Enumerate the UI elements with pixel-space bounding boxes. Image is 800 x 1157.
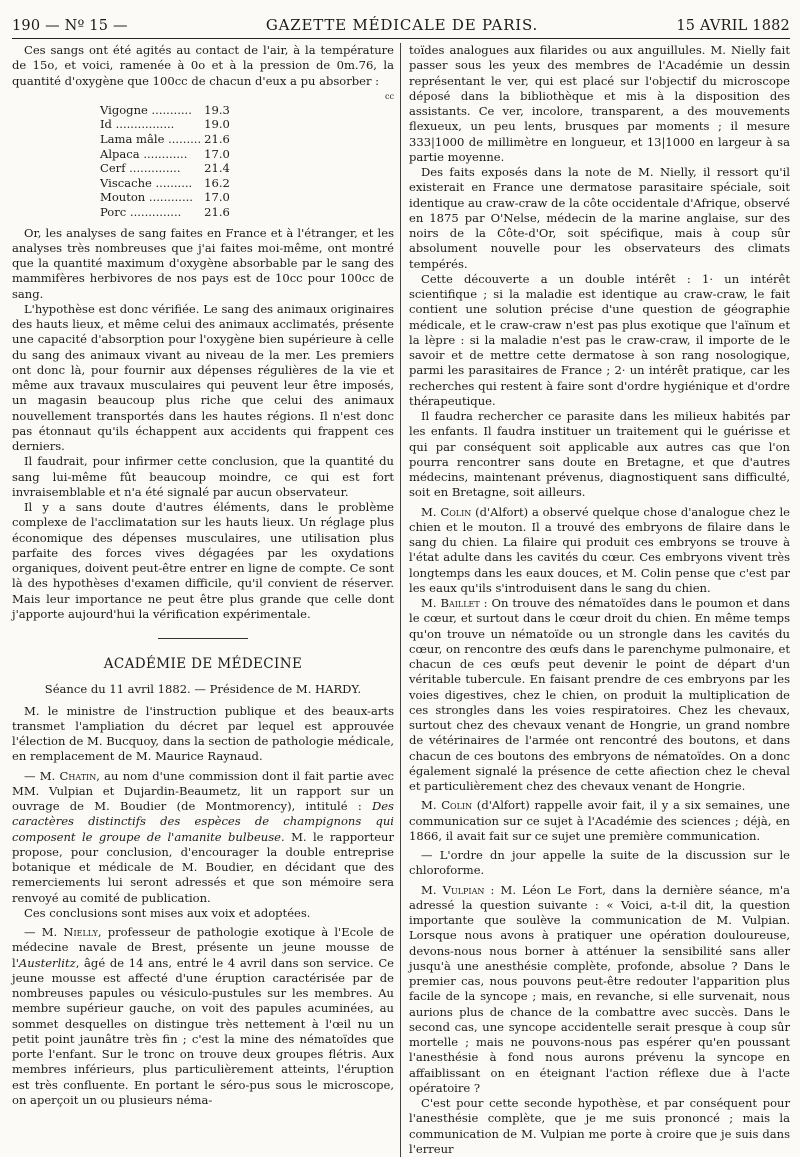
session-line: Séance du 11 avril 1882. — Présidence de M. HARDY. — [44, 682, 362, 697]
table-row — [100, 205, 230, 220]
animal-name: Vigogne ........... — [100, 102, 192, 117]
speaker-name: Colin — [441, 798, 473, 813]
speaker-name: Colin — [440, 504, 472, 519]
table-row — [100, 176, 230, 191]
paragraph: Il faudrait, pour infirmer cette conclusion, que la quantité du sang lui-même fût beaucoup moindre, ce qui est fort invraisemblable et n'a été signalé par aucun observateur. — [12, 454, 394, 499]
paragraph: M. Colin (d'Alfort) a observé quelque chose d'analogue chez le chien et le mouton. Il a trouvé des embryons de filaire dans le sang du chien. La filaire qui produit ces embryons se trouve à l'état adulte dans les cavités du cœur. Ces embryons vivent très longtemps dans les eaux douces, et M. Colin pense que c'est par les eaux qu'ils s'introduisent dans le sang du chien. — [409, 504, 790, 595]
table-row — [100, 190, 230, 205]
oxygen-value: 21.6 — [204, 131, 230, 146]
oxygen-value: 16.2 — [204, 175, 230, 190]
table-row — [100, 132, 230, 147]
paragraph: L'hypothèse est donc vérifiée. Le sang des animaux originaires des hauts lieux, et même celui des animaux acclimatés, présente une capacité d'absorption pour l'oxygène bien supérieure à celle du sang des animaux vivant au niveau de la mer. Les premiers ont donc là, pour fournir aux dépenses régulières de la vie et même aux travaux musculaires qui peuvent leur être imposés, un magasin beaucoup plus riche que celui des animaux nouvellement transportés dans les hautes régions. Il n'est donc pas étonnaut qu'ils échappent aux accidents qui frappent ces derniers. — [12, 301, 394, 453]
speaker-name: Vulpian — [442, 882, 485, 897]
animal-name: Mouton ............ — [100, 190, 193, 205]
animal-name: Alpaca ............ — [100, 146, 188, 161]
paragraph: — M. Chatin, au nom d'une commission dont il fait partie avec MM. Vulpian et Dujardin-Beaumetz, lit un rapport sur un ouvrage de M. Boudier (de Montmorency), intitulé : Des caractères distinctifs des espèces de champignons qui composent le groupe de l'amanite bulbeuse. M. le rapporteur propose, pour conclusion, d'encourager la double entreprise botanique et médicale de M. Boudier, en décidant que des remerciements lui seront adressés et que son mémoire sera renvoyé au comité de publication. — [12, 768, 395, 905]
speaker-name: Baillet — [440, 596, 480, 610]
paragraph: — M. Nielly, professeur de pathologie exotique à l'Ecole de médecine navale de Brest, présente un jeune mousse de l'Austerlitz, âgé de 14 ans, entré le 4 avril dans son service. Ce jeune mousse est affecté d'une éruption caractérisée par de nombreuses papules ou vésiculo-pustules sur les membres. Au membre supérieur gauche, on voit des papules acuminées, au sommet desquelles on distingue très nettement à l'œil nu un petit point jaunâtre très fin ; c'est la mine des nématoïdes que porte l'enfant. Sur le tronc on trouve deux groupes flétris. Aux membres inférieurs, plus particulièrement atteints, l'éruption est très confluente. En portant le séro-pus sous le microscope, on aperçoit un ou plusieurs néma- — [12, 925, 394, 1107]
paragraph: Or, les analyses de sang faites en France et à l'étranger, et les analyses très nombreuses que j'ai faites moi-même, ont montré que la quantité maximum d'oxygène absorbable par le sang des mammifères herbivores de nos pays est de 10cc pour 100cc de sang. — [12, 225, 394, 301]
right-column — [400, 43, 790, 1157]
paragraph: Ces sangs ont été agités au contact de l'air, à la température de 15o, et voici, ramenée à 0o et à la pression de 0m.76, la quantité d'oxygène que 100cc de chacun d'eux a pu absorber : — [12, 43, 394, 88]
paragraph: Il y a sans doute d'autres éléments, dans le problème complexe de l'acclimatation sur les hauts lieux. Un réglage plus économique des dépenses musculaires, une utilisation plus parfaite des forces vives dégagées par les oxydations organiques, doivent peut-être entrer en ligne de compte. Ce sont là des hypothèses d'examen difficile, qu'il convient de réserver. Mais leur importance ne peut être plus grande que celle dont j'apporte aujourd'hui la vérification expérimentale. — [12, 500, 394, 621]
paragraph: M. Colin (d'Alfort) rappelle avoir fait, il y a six semaines, une communication sur ce sujet à l'Académie des sciences ; déjà, en 1866, il avait fait sur ce sujet une première communication. — [409, 798, 791, 843]
paragraph: Des faits exposés dans la note de M. Nielly, il ressort qu'il existerait en France une dermatose parasitaire spéciale, soit identique au craw-craw de la côte occidentale d'Afrique, observé en 1875 par O'Nelse, médecin de la marine anglaise, sur des noirs de la Côte-d'Or, soit spécifique, mais à coup sûr absolument nouvelle pour les observateurs des climats tempérés. — [409, 165, 790, 271]
unit-label: cc — [385, 91, 394, 101]
oxygen-table — [100, 103, 230, 220]
oxygen-value: 17.0 — [204, 146, 230, 161]
section-divider — [158, 638, 248, 639]
oxygen-value: 21.6 — [204, 204, 230, 219]
table-row — [100, 161, 230, 176]
columns — [12, 43, 790, 1157]
paragraph: M. Vulpian : M. Léon Le Fort, dans la dernière séance, m'a adressé la question suivante : « Voici, a-t-il dit, la question importante que soulève la communication de M. Vulpian. Lorsque nous avons à pratiquer une opération douloureuse, devons-nous nous borner à atténuer la sensibilité sans aller jusqu'à une anesthésie complète, profonde, absolue ? Dans le premier cas, nous pouvons peut-être redouter l'apparition plus facile de la syncope ; mais, en revanche, si elle survenait, nous aurions plus de chance de la combattre avec succès. Dans le second cas, une syncope accidentelle serait presque à coup sûr mortelle ; mais ne pouvons-nous pas espérer qu'en poussant l'anesthésie à fond nous aurons prévenu la syncope en affaiblissant on en éteignant l'action réflexe due à l'acte opératoire ? — [409, 882, 790, 1095]
table-row — [100, 117, 230, 132]
animal-name: Cerf .............. — [100, 161, 181, 176]
paragraph: Il faudra rechercher ce parasite dans les milieux habités par les enfants. Il faudra instituer un traitement qui le guérisse et qui par conséquent soit applicable aux autres cas que l'on pourra rencontrer sans doute en Bretagne, et que d'autres médecins, maintenant prévenus, diagnostiquent sans difficulté, soit en Bretagne, soit ailleurs. — [409, 409, 790, 500]
oxygen-value: 19.3 — [204, 102, 230, 117]
animal-name: Viscache .......... — [100, 175, 193, 190]
table-row — [100, 103, 230, 118]
animal-name: Porc .............. — [100, 204, 182, 219]
oxygen-value: 19.0 — [204, 117, 230, 132]
paragraph: M. Baillet : On trouve des nématoïdes dans le poumon et dans le cœur, et surtout dans le cœur droit du chien. En même temps qu'on trouve un nématoïde ou un strongle dans les cavités du cœur, on rencontre des œufs dans le parenchyme pulmonaire, et chacun de ces œufs peut devenir le point de départ d'un véritable tubercule. En faisant prendre de ces embryons par les voies digestives, chez le chien, on produit la multiplication de ces strongles dans les voies respiratoires. Chez les chevaux, surtout chez des chevaux venant de Hongrie, un grand nombre de vétérinaires de l'armée ont rencontré des boutons, et dans chacun de ces boutons des embryons de nématoïdes. On a donc également signalé la présence de cette afiection chez le cheval et particulièrement chez des chevaux venant de Hongrie. — [409, 596, 790, 793]
table-row — [100, 147, 230, 162]
issue-date: 15 AVRIL 1882 — [676, 18, 790, 34]
paragraph: — L'ordre dn jour appelle la suite de la discussion sur le chloroforme. — [409, 848, 790, 878]
oxygen-value: 21.4 — [204, 161, 230, 176]
paragraph: C'est pour cette seconde hypothèse, et par conséquent pour l'anesthésie complète, que je me suis prononcé ; mais la communication de M. Vulpian me porte à croire que je suis dans l'erreur — [409, 1096, 790, 1156]
page-header — [12, 16, 790, 39]
oxygen-value: 17.0 — [204, 190, 230, 205]
speaker-name: Nielly — [63, 925, 98, 939]
paragraph: Cette découverte a un double intérêt : 1· un intérêt scientifique ; si la maladie est identique au craw-craw, le fait contient une solution précise d'une question de géographie médicale, et le craw-craw n'est pas plus exotique que l'aïnum et la lèpre : si la maladie n'est pas le craw-craw, il importe de le savoir et de mettre cette dermatose à son rang nosologique, parmi les parasitaires de France ; 2· un intérêt pratique, car les recherches qui restent à faire sont d'ordre hygiénique et d'ordre thérapeutique. — [409, 271, 790, 408]
paragraph: M. le ministre de l'instruction publique et des beaux-arts transmet l'ampliation du décret par lequel est approuvée l'élection de M. Bucquoy, dans la section de pathologie médicale, en remplacement de M. Maurice Raynaud. — [12, 703, 394, 764]
animal-name: Id ................ — [100, 117, 175, 132]
work-title: Des caractères distinctifs des espèces de champignons qui composent le groupe de l'amanite bulbeuse. — [12, 799, 394, 844]
speaker-name: Chatin — [59, 768, 97, 783]
paragraph: toïdes analogues aux filarides ou aux anguillules. M. Nielly fait passer sous les yeux des membres de l'Académie un dessin représentant le ver, qui est placé sur l'objectif du microscope déposé dans la bibliothèque et mis à la disposition des assistants. Ce ver, incolore, transparent, a des mouvements flexueux, un peu lents, brusques par moments ; il mesure 333|1000 de millimètre en longueur, et 13|1000 en largeur à sa partie moyenne. — [409, 43, 790, 164]
journal-title: GAZETTE MÉDICALE DE PARIS. — [265, 16, 539, 34]
section-title: ACADÉMIE DE MÉDECINE — [103, 656, 303, 672]
ship-name: Austerlitz — [18, 955, 76, 970]
paragraph: Ces conclusions sont mises aux voix et adoptées. — [24, 905, 311, 920]
animal-name: Lama mâle ......... — [100, 131, 202, 146]
page-number: 190 — Nº 15 — — [12, 18, 128, 34]
left-column — [12, 43, 400, 1157]
